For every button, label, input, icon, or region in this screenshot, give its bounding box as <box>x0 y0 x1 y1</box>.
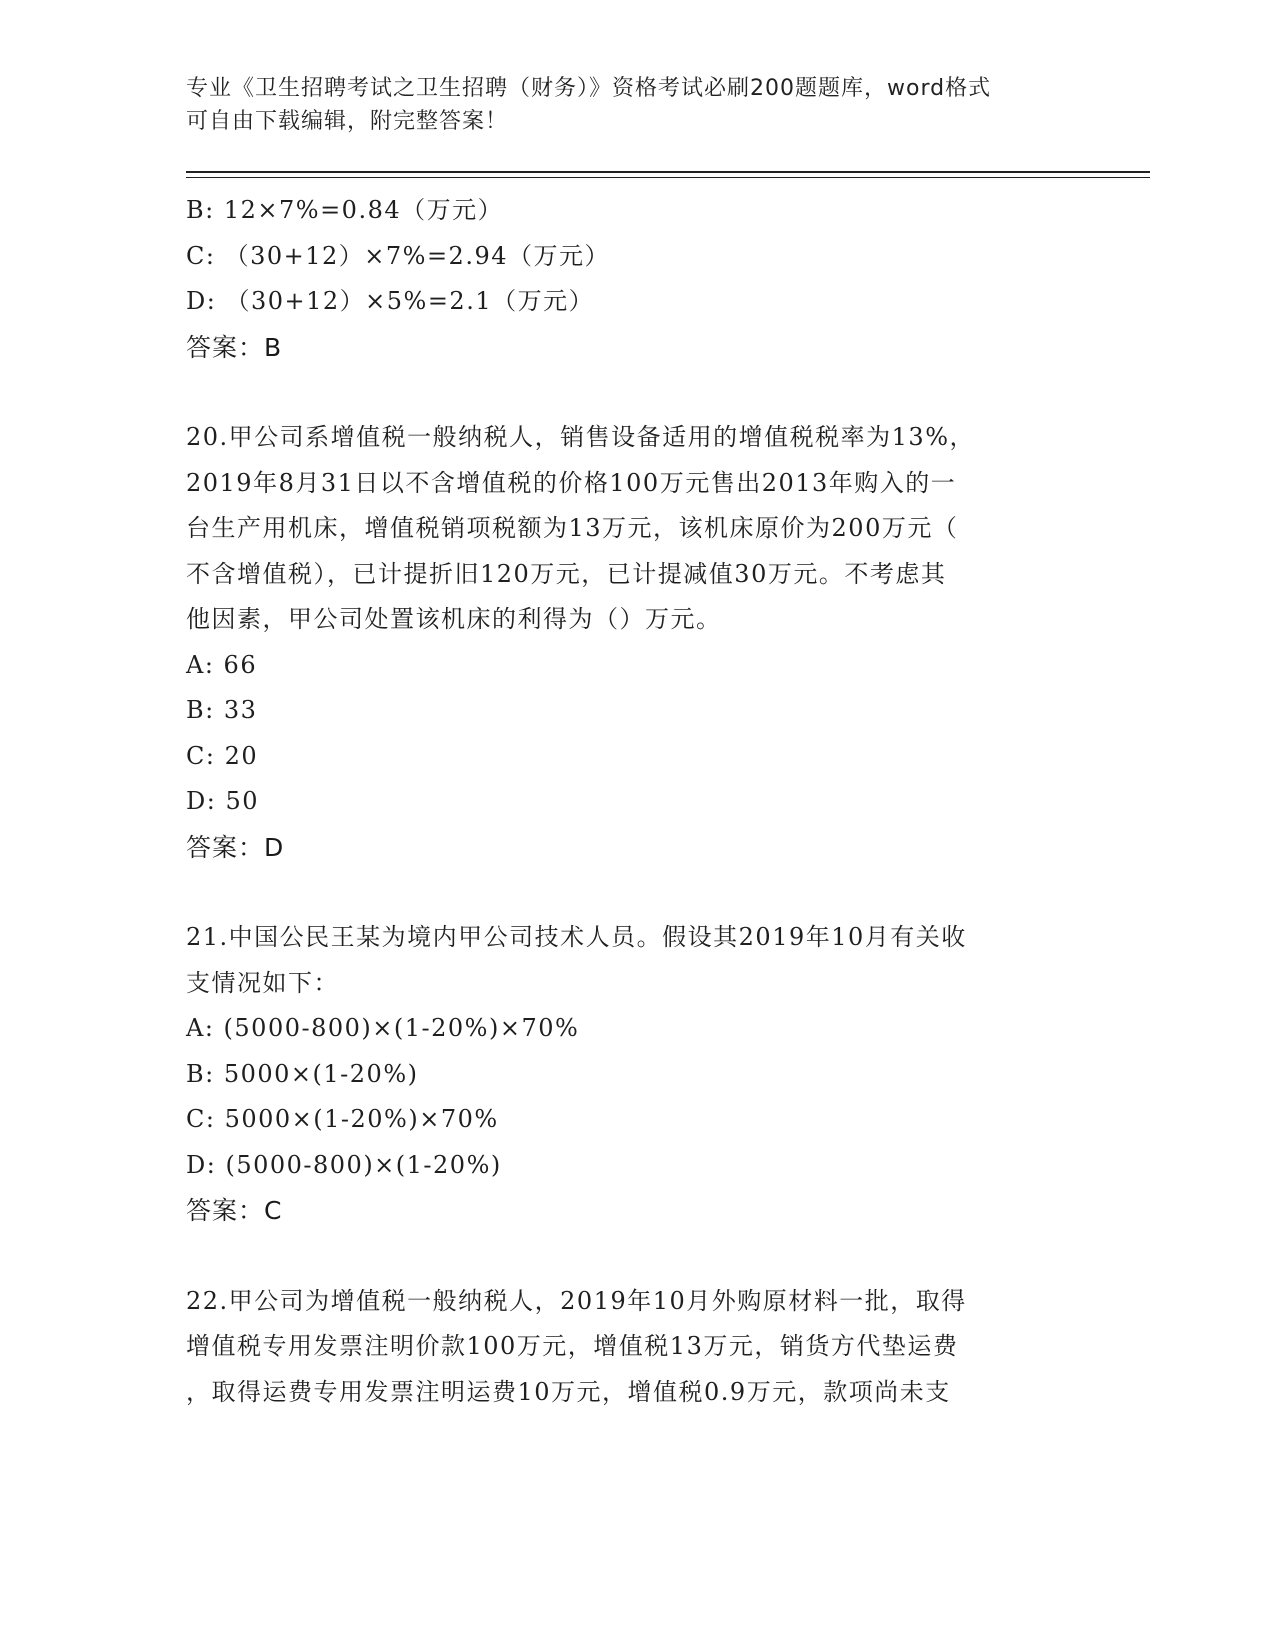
header-divider-thick <box>186 171 1150 173</box>
header-line-2: 可自由下载编辑，附完整答案！ <box>186 109 509 134</box>
option-b: B: 5000×(1-20%) <box>186 1059 419 1088</box>
spacer <box>186 370 1086 415</box>
question-stem <box>186 915 1086 1006</box>
stem-line: 增值税专用发票注明价款100万元，增值税13万元，销货方代垫运费 <box>186 1332 959 1360</box>
option-d: D: （30+12）×5%=2.1（万元） <box>186 287 595 315</box>
option-b: B: 33 <box>186 696 258 724</box>
option-a: A: 66 <box>186 650 258 679</box>
stem-line: 不含增值税），已计提折旧120万元，已计提减值30万元。不考虑其 <box>186 559 947 588</box>
document-header <box>186 72 1066 138</box>
option-c: C: 5000×(1-20%)×70% <box>186 1105 499 1133</box>
question-20 <box>186 415 1086 870</box>
header-divider-thin <box>186 177 1150 178</box>
stem-line: 他因素，甲公司处置该机床的利得为（）万元。 <box>186 605 722 633</box>
answer-label: 答案：D <box>186 832 285 862</box>
option-c: C: （30+12）×7%=2.94（万元） <box>186 241 610 270</box>
stem-line: 20.甲公司系增值税一般纳税人，销售设备适用的增值税税率为13%， <box>186 423 976 451</box>
answer-label: 答案：C <box>186 1196 283 1225</box>
spacer <box>186 1234 1086 1279</box>
stem-line: 支情况如下： <box>186 968 339 997</box>
stem-line: 台生产用机床，增值税销项税额为13万元，该机床原价为200万元（ <box>186 514 959 542</box>
option-a: A: (5000-800)×(1-20%)×70% <box>186 1014 580 1042</box>
header-line-1: 专业《卫生招聘考试之卫生招聘（财务）》资格考试必刷200题题库，word格式 <box>186 76 992 101</box>
spacer <box>186 870 1086 915</box>
option-c: C: 20 <box>186 741 259 770</box>
stem-line: ，取得运费专用发票注明运费10万元，增值税0.9万元，款项尚未支 <box>186 1377 951 1406</box>
answer-label: 答案：B <box>186 332 283 362</box>
option-d: D: 50 <box>186 787 259 815</box>
question-19 <box>186 188 1086 370</box>
question-22 <box>186 1279 1086 1416</box>
stem-line: 21.中国公民王某为境内甲公司技术人员。假设其2019年10月有关收 <box>186 923 967 951</box>
question-21 <box>186 915 1086 1234</box>
question-content <box>186 188 1086 1415</box>
option-d: D: (5000-800)×(1-20%) <box>186 1150 502 1179</box>
question-stem <box>186 1279 1086 1416</box>
stem-line: 2019年8月31日以不含增值税的价格100万元售出2013年购入的一 <box>186 468 957 497</box>
question-stem <box>186 415 1086 643</box>
option-b: B: 12×7%=0.84（万元） <box>186 196 504 224</box>
stem-line: 22.甲公司为增值税一般纳税人，2019年10月外购原材料一批，取得 <box>186 1286 967 1315</box>
